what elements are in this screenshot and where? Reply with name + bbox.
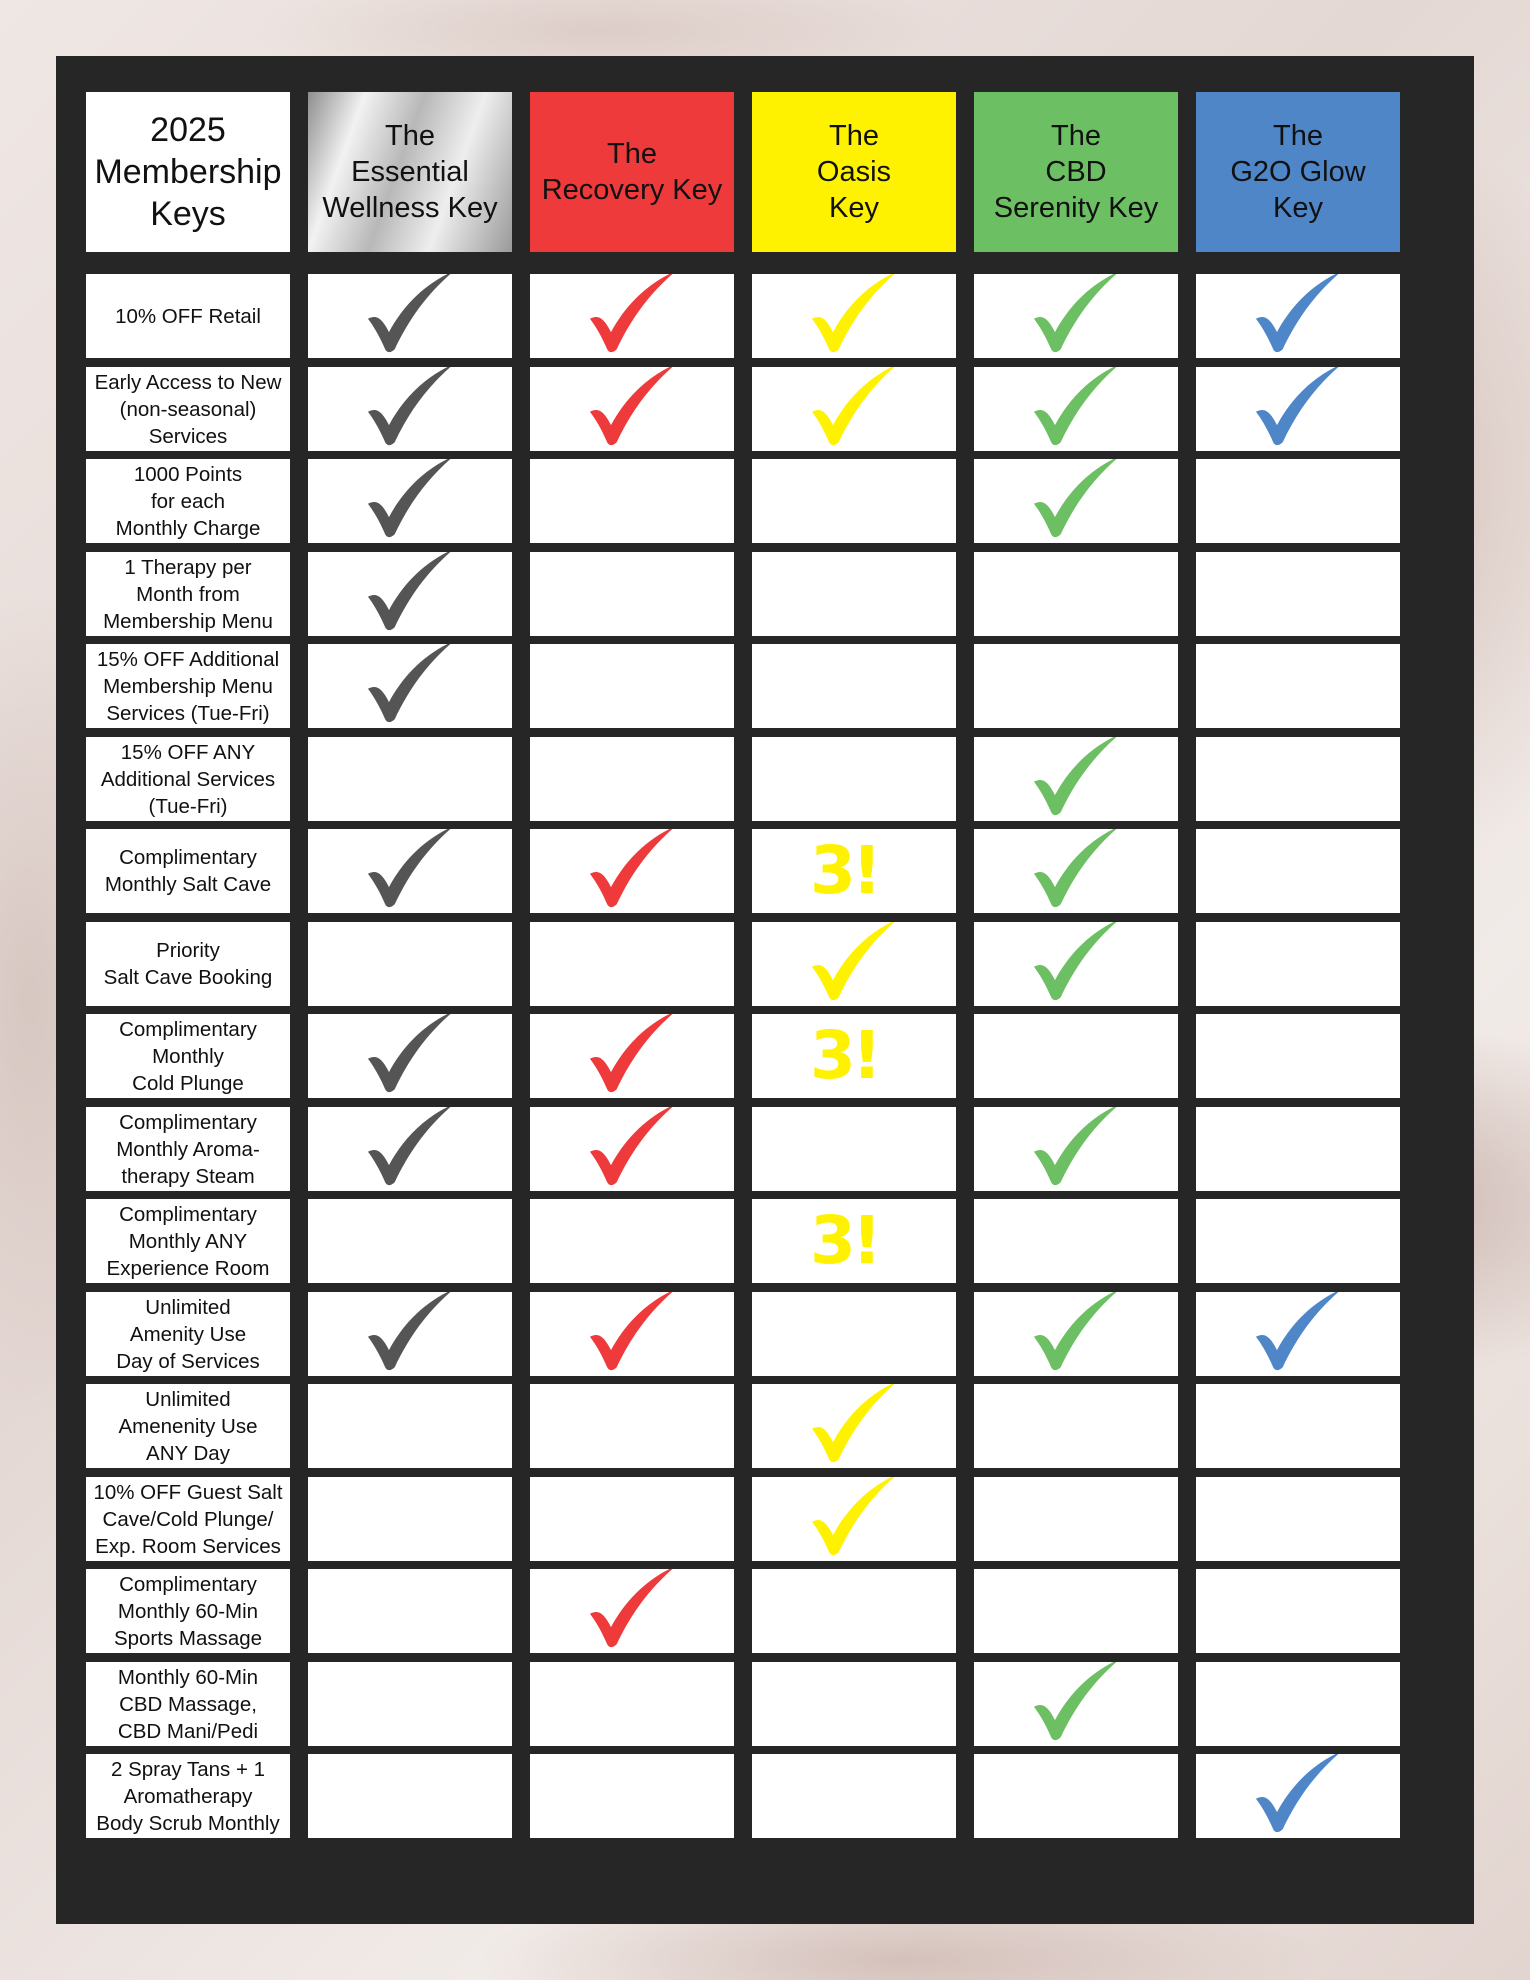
table-cell-essential-wellness [308,367,512,451]
table-cell-oasis [752,1107,956,1191]
membership-comparison-table [56,56,1474,1924]
table-cell-essential-wellness [308,644,512,728]
table-cell-cbd-serenity [974,552,1178,636]
table-cell-recovery [530,459,734,543]
check-icon [362,1292,458,1373]
check-icon [1028,274,1124,355]
check-icon [362,829,458,910]
check-icon [1028,1292,1124,1373]
table-cell-oasis [752,274,956,358]
check-icon [806,367,902,448]
table-cell-cbd-serenity [974,1107,1178,1191]
table-cell-cbd-serenity [974,1569,1178,1653]
row-label [86,829,290,913]
table-cell-essential-wellness [308,1569,512,1653]
check-icon [806,274,902,355]
check-icon [362,367,458,448]
table-cell-oasis [752,829,956,913]
row-label-text: Complimentary Monthly 60-Min Sports Massage [113,1572,263,1650]
row-label-text: Complimentary Monthly Cold Plunge [119,1017,257,1095]
check-icon [1028,459,1124,540]
row-label [86,922,290,1006]
table-cell-oasis [752,367,956,451]
table-cell-cbd-serenity [974,367,1178,451]
row-label-text: 10% OFF Guest Salt Cave/Cold Plunge/ Exp. Room Services [93,1480,283,1558]
check-icon [362,644,458,725]
row-label [86,644,290,728]
check-icon [584,1569,680,1650]
table-cell-g2o-glow [1196,1199,1400,1283]
highlight-mark: 3! [809,832,879,909]
check-icon [584,367,680,448]
table-cell-essential-wellness [308,1477,512,1561]
table-cell-recovery [530,1569,734,1653]
table-cell-recovery [530,1384,734,1468]
table-cell-recovery [530,644,734,728]
table-cell-oasis [752,737,956,821]
row-label-text: Early Access to New (non-seasonal) Services [94,370,282,448]
column-header-label: The Oasis Key [816,120,892,224]
table-cell-cbd-serenity [974,1292,1178,1376]
table-cell-recovery [530,274,734,358]
table-cell-oasis [752,1754,956,1838]
table-cell-oasis [752,922,956,1006]
table-cell-essential-wellness [308,1754,512,1838]
highlight-mark: 3! [809,1017,879,1094]
table-cell-oasis [752,459,956,543]
check-icon [1028,922,1124,1003]
table-title [86,92,290,252]
table-cell-g2o-glow [1196,459,1400,543]
column-header-label: The CBD Serenity Key [993,120,1159,224]
table-cell-g2o-glow [1196,1477,1400,1561]
row-label-text: Complimentary Monthly ANY Experience Room [106,1202,270,1280]
row-label-text: Priority Salt Cave Booking [103,939,273,989]
row-label [86,367,290,451]
table-cell-essential-wellness [308,1014,512,1098]
row-label-text: Monthly 60-Min CBD Massage, CBD Mani/Pedi [117,1665,259,1743]
table-cell-cbd-serenity [974,1014,1178,1098]
column-header-essential-wellness [308,92,512,252]
column-header-oasis [752,92,956,252]
table-cell-recovery [530,1199,734,1283]
table-cell-cbd-serenity [974,922,1178,1006]
table-cell-recovery [530,1662,734,1746]
check-icon [806,1477,902,1558]
row-label-text: 15% OFF ANY Additional Services (Tue-Fri) [100,740,276,818]
table-cell-oasis [752,1014,956,1098]
table-cell-essential-wellness [308,1199,512,1283]
table-cell-cbd-serenity [974,1384,1178,1468]
table-cell-cbd-serenity [974,737,1178,821]
check-icon [362,1014,458,1095]
column-header-g2o-glow [1196,92,1400,252]
table-cell-oasis [752,1662,956,1746]
column-header-label: The G2O Glow Key [1230,120,1366,224]
check-icon [1250,1292,1346,1373]
table-cell-essential-wellness [308,1292,512,1376]
table-cell-recovery [530,1477,734,1561]
table-cell-essential-wellness [308,737,512,821]
row-label-text: Complimentary Monthly Salt Cave [104,846,272,896]
table-cell-recovery [530,1292,734,1376]
check-icon [584,1292,680,1373]
row-label [86,1754,290,1838]
row-label [86,737,290,821]
table-cell-cbd-serenity [974,1477,1178,1561]
row-label-text: 10% OFF Retail [115,304,261,328]
highlight-mark: 3! [809,1202,879,1279]
column-header-label: The Essential Wellness Key [322,120,498,224]
table-cell-recovery [530,1014,734,1098]
table-cell-recovery [530,552,734,636]
table-cell-oasis [752,1199,956,1283]
check-icon [1250,274,1346,355]
check-icon [584,1014,680,1095]
table-cell-g2o-glow [1196,922,1400,1006]
check-icon [362,1107,458,1188]
row-label [86,552,290,636]
row-label-text: Unlimited Amenity Use Day of Services [116,1295,260,1373]
table-cell-essential-wellness [308,922,512,1006]
check-icon [584,274,680,355]
check-icon [806,1384,902,1465]
row-label-text: Complimentary Monthly Aroma- therapy Steam [116,1110,260,1188]
row-label [86,1107,290,1191]
check-icon [806,922,902,1003]
check-icon [584,829,680,910]
table-cell-g2o-glow [1196,644,1400,728]
table-cell-essential-wellness [308,1384,512,1468]
table-cell-g2o-glow [1196,1569,1400,1653]
table-cell-oasis [752,552,956,636]
row-label-text: 1000 Points for each Monthly Charge [115,462,261,540]
check-icon [1028,367,1124,448]
table-cell-g2o-glow [1196,737,1400,821]
row-label [86,1569,290,1653]
check-icon [584,1107,680,1188]
check-icon [1028,737,1124,818]
table-cell-cbd-serenity [974,1754,1178,1838]
row-label [86,1477,290,1561]
table-cell-essential-wellness [308,1107,512,1191]
table-cell-g2o-glow [1196,829,1400,913]
table-cell-oasis [752,644,956,728]
table-cell-recovery [530,737,734,821]
table-cell-g2o-glow [1196,1754,1400,1838]
table-cell-g2o-glow [1196,1014,1400,1098]
column-header-recovery [530,92,734,252]
row-label [86,1662,290,1746]
table-cell-oasis [752,1292,956,1376]
table-cell-g2o-glow [1196,1292,1400,1376]
table-cell-recovery [530,1754,734,1838]
table-cell-g2o-glow [1196,274,1400,358]
row-label [86,1384,290,1468]
check-icon [362,459,458,540]
table-cell-cbd-serenity [974,459,1178,543]
table-cell-cbd-serenity [974,1199,1178,1283]
check-icon [1250,367,1346,448]
table-title-text: 2025 Membership Keys [94,111,282,233]
row-label-text: Unlimited Amenenity Use ANY Day [118,1387,258,1465]
table-cell-cbd-serenity [974,644,1178,728]
check-icon [1028,829,1124,910]
table-cell-cbd-serenity [974,829,1178,913]
table-cell-essential-wellness [308,459,512,543]
check-icon [362,552,458,633]
table-cell-g2o-glow [1196,1384,1400,1468]
row-label-text: 15% OFF Additional Membership Menu Services (Tue-Fri) [96,647,280,725]
table-cell-essential-wellness [308,274,512,358]
check-icon [362,274,458,355]
row-label-text: 2 Spray Tans + 1 Aromatherapy Body Scrub Monthly [96,1757,280,1835]
column-header-cbd-serenity [974,92,1178,252]
table-cell-g2o-glow [1196,1662,1400,1746]
table-cell-g2o-glow [1196,1107,1400,1191]
row-label [86,1014,290,1098]
check-icon [1028,1107,1124,1188]
table-cell-g2o-glow [1196,552,1400,636]
row-label [86,459,290,543]
table-cell-essential-wellness [308,552,512,636]
row-label [86,1292,290,1376]
table-cell-recovery [530,1107,734,1191]
table-cell-recovery [530,367,734,451]
row-label-text: 1 Therapy per Month from Membership Menu [103,555,273,633]
table-cell-recovery [530,829,734,913]
table-cell-oasis [752,1477,956,1561]
check-icon [1250,1754,1346,1835]
table-cell-essential-wellness [308,829,512,913]
row-label [86,274,290,358]
table-cell-recovery [530,922,734,1006]
table-cell-cbd-serenity [974,1662,1178,1746]
table-cell-essential-wellness [308,1662,512,1746]
check-icon [1028,1662,1124,1743]
table-cell-cbd-serenity [974,274,1178,358]
table-cell-oasis [752,1384,956,1468]
column-header-label: The Recovery Key [541,138,723,206]
row-label [86,1199,290,1283]
table-cell-oasis [752,1569,956,1653]
table-cell-g2o-glow [1196,367,1400,451]
